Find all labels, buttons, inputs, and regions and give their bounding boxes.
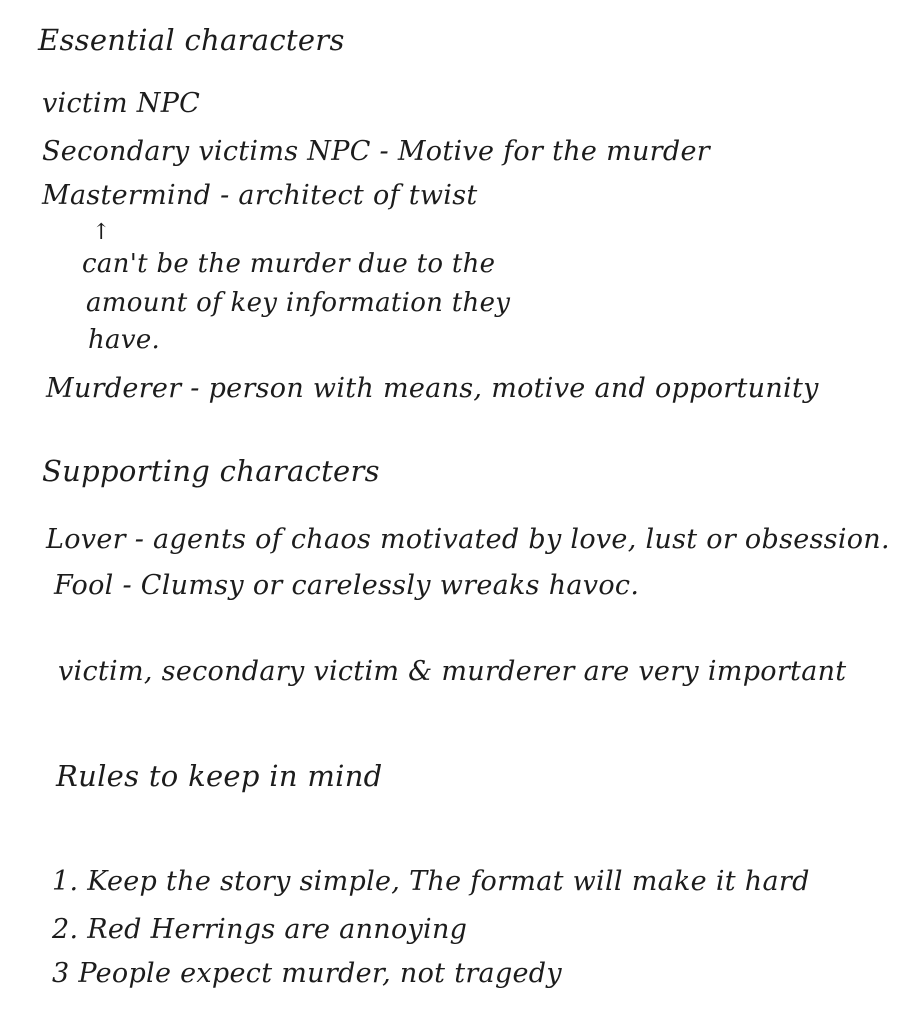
secondary-victims-line: Secondary victims NPC - Motive for the murder xyxy=(42,136,710,167)
supporting-characters-heading: Supporting characters xyxy=(42,454,380,488)
cant-be-line-1: can't be the murder due to the xyxy=(82,249,496,279)
mastermind-line: Mastermind - architect of twist xyxy=(42,180,478,211)
cant-be-line-3: have. xyxy=(88,325,161,355)
fool-line: Fool - Clumsy or carelessly wreaks havoc. xyxy=(54,570,640,601)
rule-1-line: 1. Keep the story simple, The format will make it hard xyxy=(52,866,810,897)
cant-be-line-2: amount of key information they xyxy=(86,288,511,318)
lover-line: Lover - agents of chaos motivated by love, lust or obsession. xyxy=(46,524,890,555)
victim-npc-line: victim NPC xyxy=(42,88,201,119)
rule-2-line: 2. Red Herrings are annoying xyxy=(52,914,468,945)
important-note-line: victim, secondary victim & murderer are very important xyxy=(58,656,847,687)
essential-characters-heading: Essential characters xyxy=(38,23,345,57)
murderer-line: Murderer - person with means, motive and opportunity xyxy=(46,373,819,404)
up-arrow-icon: ↑ xyxy=(92,220,111,245)
rules-heading: Rules to keep in mind xyxy=(56,759,383,793)
rule-3-line: 3 People expect murder, not tragedy xyxy=(52,958,562,989)
